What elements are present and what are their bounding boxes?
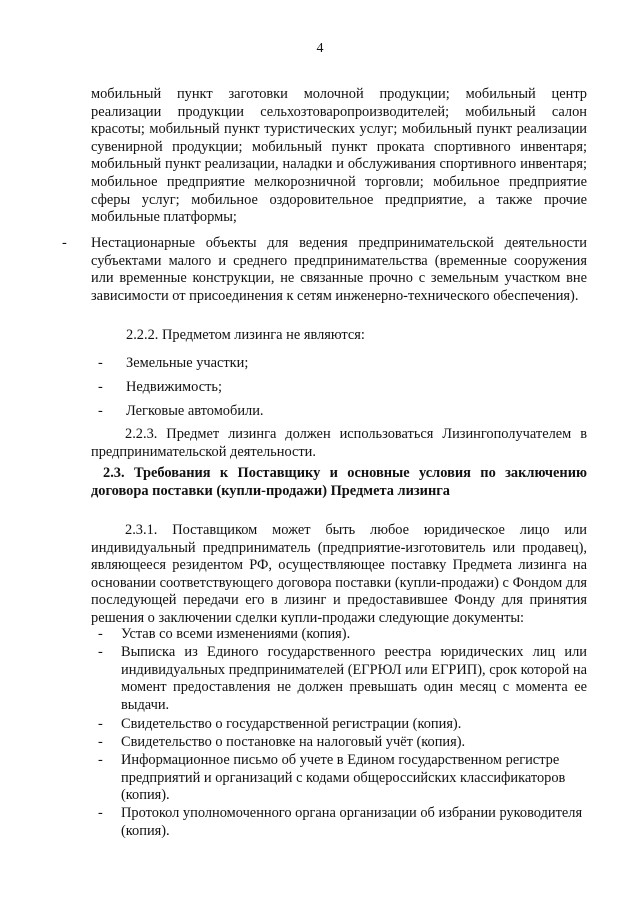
list-item: Легковые автомобили. bbox=[126, 403, 264, 419]
section-2-3-heading: 2.3. Требования к Поставщику и основные условия по заключению договора поставки (купли-продажи) Предмета лизинга bbox=[91, 465, 587, 499]
document-item: Протокол уполномоченного органа организации об избрании руководителя (копия). bbox=[121, 805, 583, 839]
clause-2-2-3: 2.2.3. Предмет лизинга должен использоваться Лизингополучателем в предпринимательской деятельности. bbox=[91, 426, 587, 460]
list-item: Недвижимость; bbox=[126, 379, 222, 395]
document-item: Свидетельство о постановке на налоговый учёт (копия). bbox=[121, 734, 466, 750]
list-dash: - bbox=[98, 403, 103, 419]
page-number: 4 bbox=[316, 41, 324, 56]
mobile-objects-paragraph: мобильный пункт заготовки молочной продукции; мобильный центр реализации продукции сельхозтоваропроизводителей; мобильный салон красоты; мобильный пункт туристических услуг; мобильный пункт реализации сувенирной продукции; мобильный пункт проката спортивного инвентаря; мобильный пункт реализации, наладки и обслуживания спортивного инвентаря; мобильное предприятие мелкорозничной торговли; мобильное предприятие сферы услуг; мобильное оздоровительное предприятие, а также прочие мобильные платформы; bbox=[91, 86, 587, 226]
document-item: Информационное письмо об учете в Едином государственном регистре предприятий и организаций с кодами общероссийских классификаторов (копия). bbox=[121, 752, 566, 804]
list-dash: - bbox=[98, 752, 103, 768]
list-dash: - bbox=[98, 626, 103, 642]
list-dash: - bbox=[98, 355, 103, 371]
list-dash: - bbox=[62, 235, 67, 251]
list-dash: - bbox=[98, 734, 103, 750]
list-dash: - bbox=[98, 644, 103, 660]
clause-2-2-2: 2.2.2. Предметом лизинга не являются: bbox=[126, 327, 365, 343]
nonstationary-objects-item: Нестационарные объекты для ведения предпринимательской деятельности субъектами малого и среднего предпринимательства (временные сооружения или временные конструкции, не связанные прочно с земельным участком вне зависимости от присоединения к сетям инженерно-технического обеспечения). bbox=[91, 235, 587, 304]
clause-2-3-1: 2.3.1. Поставщиком может быть любое юридическое лицо или индивидуальный предприниматель (предприятие-изготовитель или продавец), являющееся резидентом РФ, осуществляющее поставку Предмета лизинга на основании соответствующего договора поставки (купли-продажи) с Фондом для последующей передачи его в лизинг и предоставившее Фонду для принятия решения о заключении сделки купли-продажи следующие документы: bbox=[91, 522, 587, 626]
list-dash: - bbox=[98, 805, 103, 821]
list-dash: - bbox=[98, 716, 103, 732]
document-item: Устав со всеми изменениями (копия). bbox=[121, 626, 351, 642]
list-dash: - bbox=[98, 379, 103, 395]
list-item: Земельные участки; bbox=[126, 355, 249, 371]
document-item: Свидетельство о государственной регистрации (копия). bbox=[121, 716, 462, 732]
document-item: Выписка из Единого государственного реестра юридических лиц или индивидуальных предпринимателей (ЕГРЮЛ или ЕГРИП), срок которой на момент предоставления не должен превышать один месяц с момента ее выдачи. bbox=[121, 644, 587, 713]
